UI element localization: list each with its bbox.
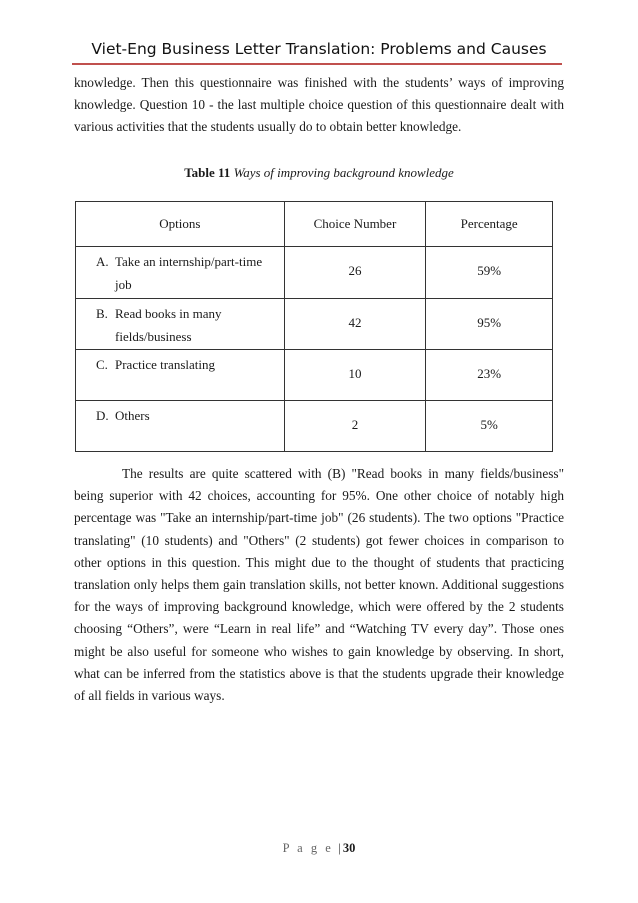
- percentage-value: 95%: [426, 299, 553, 350]
- header-choice-number: Choice Number: [284, 202, 426, 247]
- data-table: [75, 201, 553, 452]
- percentage-value: 23%: [426, 350, 553, 401]
- header-rule: [72, 63, 562, 65]
- option-cell: [76, 401, 285, 452]
- table-caption-text: Ways of improving background knowledge: [233, 165, 454, 180]
- option-text: Read books in many fields/business: [115, 306, 222, 344]
- percentage-value: 5%: [426, 401, 553, 452]
- intro-paragraph: knowledge. Then this questionnaire was finished with the students’ ways of improving knowledge. Question 10 - the last multiple choice question of this questionnaire dealt with various activities that the students usually do to obtain better knowledge.: [74, 75, 564, 135]
- percentage-value: 59%: [426, 247, 553, 299]
- page-footer: [0, 841, 638, 856]
- option-letter: D.: [96, 408, 109, 423]
- option-text: Others: [115, 408, 150, 423]
- option-letter: C.: [96, 357, 108, 372]
- option-cell: [76, 299, 285, 350]
- choice-count: 42: [284, 299, 426, 350]
- option-cell: [76, 350, 285, 401]
- table-caption: [0, 165, 638, 181]
- choice-count: 26: [284, 247, 426, 299]
- option-letter: B.: [96, 306, 108, 321]
- option-text: Practice translating: [115, 357, 215, 372]
- option-letter: A.: [96, 254, 109, 269]
- page-separator: |: [338, 841, 341, 855]
- table-row: [76, 247, 553, 299]
- table-row: [76, 401, 553, 452]
- page-label: P a g e: [282, 841, 334, 855]
- table-caption-number: Table 11: [184, 165, 231, 180]
- page-number: 30: [342, 841, 356, 855]
- page-header-title: Viet-Eng Business Letter Translation: Problems and Causes: [91, 40, 547, 58]
- table-row: [76, 350, 553, 401]
- table-row: [76, 299, 553, 350]
- option-text: Take an internship/part-time job: [115, 254, 263, 292]
- table-header-row: [76, 202, 553, 247]
- header-options: Options: [76, 202, 285, 247]
- choice-count: 10: [284, 350, 426, 401]
- results-paragraph: [74, 463, 564, 707]
- results-paragraph-text: The results are quite scattered with (B) "Read books in many fields/business" being superior with 42 choices, accounting for 95%. One other choice of notably high percentage was "Take an internship/part-time job" (26 students). The two options "Practice translating" (10 students) and "Others" (2 students) got fewer choices in comparison to other options in this question. This might due to the thought of students that practicing translation only helps them gain translation skills, not better known. Additional suggestions for the ways of improving background knowledge, which were offered by the 2 students choosing “Others”, were “Learn in real life” and “Watching TV every day”. Those ones might be also useful for someone who wishes to gain knowledge by observing. In short, what can be inferred from the statistics above is that the students upgrade their knowledge of all fields in various ways.: [74, 466, 564, 704]
- header-percentage: Percentage: [426, 202, 553, 247]
- option-cell: [76, 247, 285, 299]
- choice-count: 2: [284, 401, 426, 452]
